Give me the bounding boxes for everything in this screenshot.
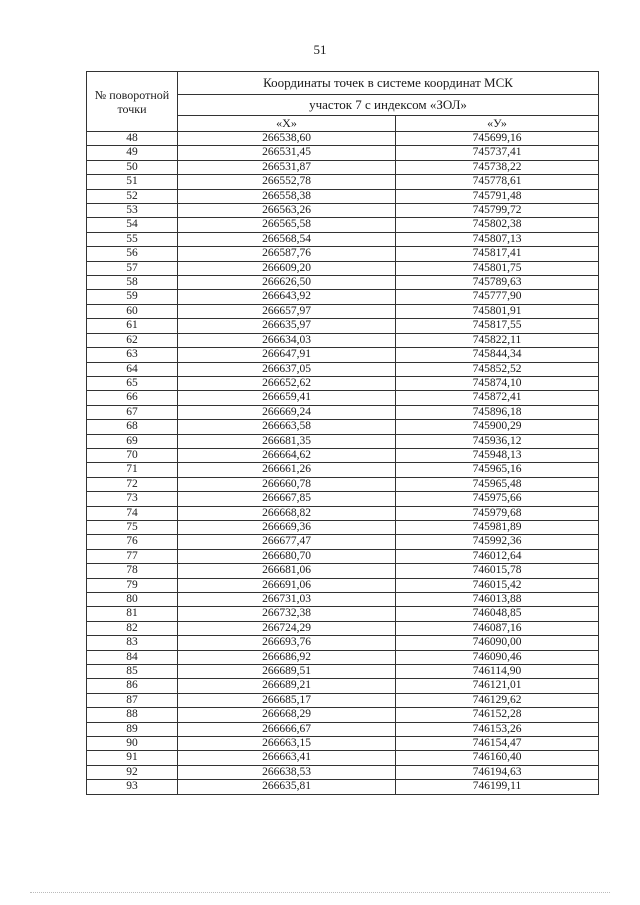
point-number-cell: 56: [87, 247, 178, 261]
point-number-cell: 82: [87, 621, 178, 635]
x-coordinate-cell: 266689,21: [178, 679, 396, 693]
table-row: [87, 650, 599, 664]
x-coordinate-cell: 266637,05: [178, 362, 396, 376]
y-coordinate-cell: 746087,16: [396, 621, 599, 635]
point-number-cell: 92: [87, 765, 178, 779]
point-number-cell: 59: [87, 290, 178, 304]
y-coordinate-cell: 745737,41: [396, 146, 599, 160]
point-number-cell: 64: [87, 362, 178, 376]
table-row: [87, 722, 599, 736]
y-coordinate-cell: 746199,11: [396, 780, 599, 794]
point-number-cell: 69: [87, 434, 178, 448]
point-number-cell: 62: [87, 333, 178, 347]
y-coordinate-cell: 746090,00: [396, 636, 599, 650]
x-coordinate-cell: 266558,38: [178, 189, 396, 203]
table-row: [87, 204, 599, 218]
x-coordinate-cell: 266680,70: [178, 549, 396, 563]
table-row: [87, 593, 599, 607]
point-number-cell: 66: [87, 391, 178, 405]
point-number-cell: 86: [87, 679, 178, 693]
table-row: [87, 132, 599, 146]
y-coordinate-cell: 745738,22: [396, 160, 599, 174]
table-row: [87, 362, 599, 376]
table-row: [87, 319, 599, 333]
y-coordinate-cell: 745844,34: [396, 348, 599, 362]
x-coordinate-cell: 266664,62: [178, 448, 396, 462]
x-coordinate-cell: 266635,97: [178, 319, 396, 333]
y-coordinate-cell: 746152,28: [396, 708, 599, 722]
table-row: [87, 549, 599, 563]
y-coordinate-cell: 745872,41: [396, 391, 599, 405]
x-coordinate-cell: 266685,17: [178, 693, 396, 707]
x-coordinate-cell: 266652,62: [178, 376, 396, 390]
y-coordinate-cell: 745817,41: [396, 247, 599, 261]
point-number-cell: 76: [87, 535, 178, 549]
x-coordinate-cell: 266638,53: [178, 765, 396, 779]
x-coordinate-cell: 266643,92: [178, 290, 396, 304]
point-number-cell: 84: [87, 650, 178, 664]
y-coordinate-cell: 745791,48: [396, 189, 599, 203]
table-row: [87, 737, 599, 751]
table-row: [87, 708, 599, 722]
y-coordinate-cell: 745975,66: [396, 492, 599, 506]
x-coordinate-cell: 266659,41: [178, 391, 396, 405]
table-row: [87, 477, 599, 491]
table-row: [87, 405, 599, 419]
x-coordinate-cell: 266691,06: [178, 578, 396, 592]
y-coordinate-cell: 746194,63: [396, 765, 599, 779]
point-number-cell: 93: [87, 780, 178, 794]
point-number-cell: 50: [87, 160, 178, 174]
x-coordinate-cell: 266681,35: [178, 434, 396, 448]
header-x: «X»: [178, 116, 396, 132]
table-row: [87, 189, 599, 203]
header-point-number: № поворотной точки: [87, 72, 178, 132]
y-coordinate-cell: 745802,38: [396, 218, 599, 232]
y-coordinate-cell: 745936,12: [396, 434, 599, 448]
point-number-cell: 70: [87, 448, 178, 462]
x-coordinate-cell: 266663,41: [178, 751, 396, 765]
point-number-cell: 80: [87, 593, 178, 607]
y-coordinate-cell: 745801,91: [396, 304, 599, 318]
point-number-cell: 63: [87, 348, 178, 362]
y-coordinate-cell: 745801,75: [396, 261, 599, 275]
x-coordinate-cell: 266693,76: [178, 636, 396, 650]
table-row: [87, 578, 599, 592]
table-row: [87, 376, 599, 390]
table-row: [87, 636, 599, 650]
y-coordinate-cell: 746048,85: [396, 607, 599, 621]
table-row: [87, 665, 599, 679]
x-coordinate-cell: 266531,45: [178, 146, 396, 160]
table-row: [87, 218, 599, 232]
x-coordinate-cell: 266552,78: [178, 175, 396, 189]
header-y: «У»: [396, 116, 599, 132]
x-coordinate-cell: 266565,58: [178, 218, 396, 232]
point-number-cell: 74: [87, 506, 178, 520]
table-row: [87, 693, 599, 707]
y-coordinate-cell: 746121,01: [396, 679, 599, 693]
x-coordinate-cell: 266563,26: [178, 204, 396, 218]
y-coordinate-cell: 746153,26: [396, 722, 599, 736]
page-number: 51: [313, 42, 327, 57]
table-row: [87, 621, 599, 635]
y-coordinate-cell: 746114,90: [396, 665, 599, 679]
table-row: [87, 232, 599, 246]
point-number-cell: 67: [87, 405, 178, 419]
header-coordinate-system: Координаты точек в системе координат МСК: [178, 72, 599, 95]
x-coordinate-cell: 266531,87: [178, 160, 396, 174]
table-row: [87, 535, 599, 549]
y-coordinate-cell: 746154,47: [396, 737, 599, 751]
x-coordinate-cell: 266689,51: [178, 665, 396, 679]
x-coordinate-cell: 266660,78: [178, 477, 396, 491]
y-coordinate-cell: 745992,36: [396, 535, 599, 549]
point-number-cell: 79: [87, 578, 178, 592]
y-coordinate-cell: 745789,63: [396, 276, 599, 290]
point-number-cell: 73: [87, 492, 178, 506]
y-coordinate-cell: 745981,89: [396, 520, 599, 534]
point-number-cell: 87: [87, 693, 178, 707]
x-coordinate-cell: 266663,15: [178, 737, 396, 751]
scan-artifact-line: [30, 892, 610, 895]
point-number-cell: 52: [87, 189, 178, 203]
x-coordinate-cell: 266609,20: [178, 261, 396, 275]
x-coordinate-cell: 266681,06: [178, 564, 396, 578]
point-number-cell: 72: [87, 477, 178, 491]
table-row: [87, 247, 599, 261]
table-row: [87, 333, 599, 347]
point-number-cell: 51: [87, 175, 178, 189]
x-coordinate-cell: 266666,67: [178, 722, 396, 736]
point-number-cell: 53: [87, 204, 178, 218]
table-header-row-title: [87, 72, 599, 95]
table-row: [87, 146, 599, 160]
y-coordinate-cell: 745874,10: [396, 376, 599, 390]
x-coordinate-cell: 266668,82: [178, 506, 396, 520]
y-coordinate-cell: 745699,16: [396, 132, 599, 146]
table-row: [87, 492, 599, 506]
x-coordinate-cell: 266587,76: [178, 247, 396, 261]
x-coordinate-cell: 266647,91: [178, 348, 396, 362]
table-row: [87, 520, 599, 534]
table-row: [87, 160, 599, 174]
x-coordinate-cell: 266568,54: [178, 232, 396, 246]
y-coordinate-cell: 745799,72: [396, 204, 599, 218]
table-row: [87, 391, 599, 405]
y-coordinate-cell: 746160,40: [396, 751, 599, 765]
y-coordinate-cell: 745822,11: [396, 333, 599, 347]
y-coordinate-cell: 745777,90: [396, 290, 599, 304]
y-coordinate-cell: 745852,52: [396, 362, 599, 376]
point-number-cell: 75: [87, 520, 178, 534]
table-row: [87, 304, 599, 318]
y-coordinate-cell: 746090,46: [396, 650, 599, 664]
point-number-cell: 49: [87, 146, 178, 160]
point-number-cell: 83: [87, 636, 178, 650]
table-row: [87, 434, 599, 448]
y-coordinate-cell: 746012,64: [396, 549, 599, 563]
table-row: [87, 607, 599, 621]
table-row: [87, 751, 599, 765]
y-coordinate-cell: 745965,48: [396, 477, 599, 491]
table-row: [87, 448, 599, 462]
table-row: [87, 679, 599, 693]
table-row: [87, 261, 599, 275]
point-number-cell: 91: [87, 751, 178, 765]
point-number-cell: 90: [87, 737, 178, 751]
table-row: [87, 463, 599, 477]
x-coordinate-cell: 266731,03: [178, 593, 396, 607]
y-coordinate-cell: 745807,13: [396, 232, 599, 246]
x-coordinate-cell: 266538,60: [178, 132, 396, 146]
y-coordinate-cell: 745900,29: [396, 420, 599, 434]
point-number-cell: 54: [87, 218, 178, 232]
point-number-cell: 68: [87, 420, 178, 434]
x-coordinate-cell: 266668,29: [178, 708, 396, 722]
y-coordinate-cell: 746015,78: [396, 564, 599, 578]
y-coordinate-cell: 746129,62: [396, 693, 599, 707]
table-row: [87, 175, 599, 189]
point-number-cell: 85: [87, 665, 178, 679]
table-row: [87, 564, 599, 578]
y-coordinate-cell: 745965,16: [396, 463, 599, 477]
y-coordinate-cell: 746015,42: [396, 578, 599, 592]
point-number-cell: 81: [87, 607, 178, 621]
y-coordinate-cell: 745948,13: [396, 448, 599, 462]
point-number-cell: 89: [87, 722, 178, 736]
x-coordinate-cell: 266669,24: [178, 405, 396, 419]
point-number-cell: 58: [87, 276, 178, 290]
point-number-cell: 65: [87, 376, 178, 390]
y-coordinate-cell: 745778,61: [396, 175, 599, 189]
x-coordinate-cell: 266667,85: [178, 492, 396, 506]
table-row: [87, 276, 599, 290]
x-coordinate-cell: 266634,03: [178, 333, 396, 347]
table-row: [87, 420, 599, 434]
coordinates-table: [86, 71, 599, 795]
y-coordinate-cell: 746013,88: [396, 593, 599, 607]
x-coordinate-cell: 266724,29: [178, 621, 396, 635]
header-parcel: участок 7 с индексом «ЗОЛ»: [178, 95, 599, 116]
x-coordinate-cell: 266677,47: [178, 535, 396, 549]
x-coordinate-cell: 266686,92: [178, 650, 396, 664]
point-number-cell: 61: [87, 319, 178, 333]
point-number-cell: 71: [87, 463, 178, 477]
point-number-cell: 60: [87, 304, 178, 318]
x-coordinate-cell: 266657,97: [178, 304, 396, 318]
point-number-cell: 57: [87, 261, 178, 275]
point-number-cell: 77: [87, 549, 178, 563]
x-coordinate-cell: 266732,38: [178, 607, 396, 621]
point-number-cell: 55: [87, 232, 178, 246]
table-row: [87, 348, 599, 362]
table-row: [87, 780, 599, 794]
point-number-cell: 78: [87, 564, 178, 578]
table-row: [87, 765, 599, 779]
x-coordinate-cell: 266661,26: [178, 463, 396, 477]
x-coordinate-cell: 266663,58: [178, 420, 396, 434]
x-coordinate-cell: 266626,50: [178, 276, 396, 290]
y-coordinate-cell: 745979,68: [396, 506, 599, 520]
table-row: [87, 290, 599, 304]
point-number-cell: 48: [87, 132, 178, 146]
y-coordinate-cell: 745896,18: [396, 405, 599, 419]
point-number-cell: 88: [87, 708, 178, 722]
table-row: [87, 506, 599, 520]
x-coordinate-cell: 266669,36: [178, 520, 396, 534]
x-coordinate-cell: 266635,81: [178, 780, 396, 794]
y-coordinate-cell: 745817,55: [396, 319, 599, 333]
